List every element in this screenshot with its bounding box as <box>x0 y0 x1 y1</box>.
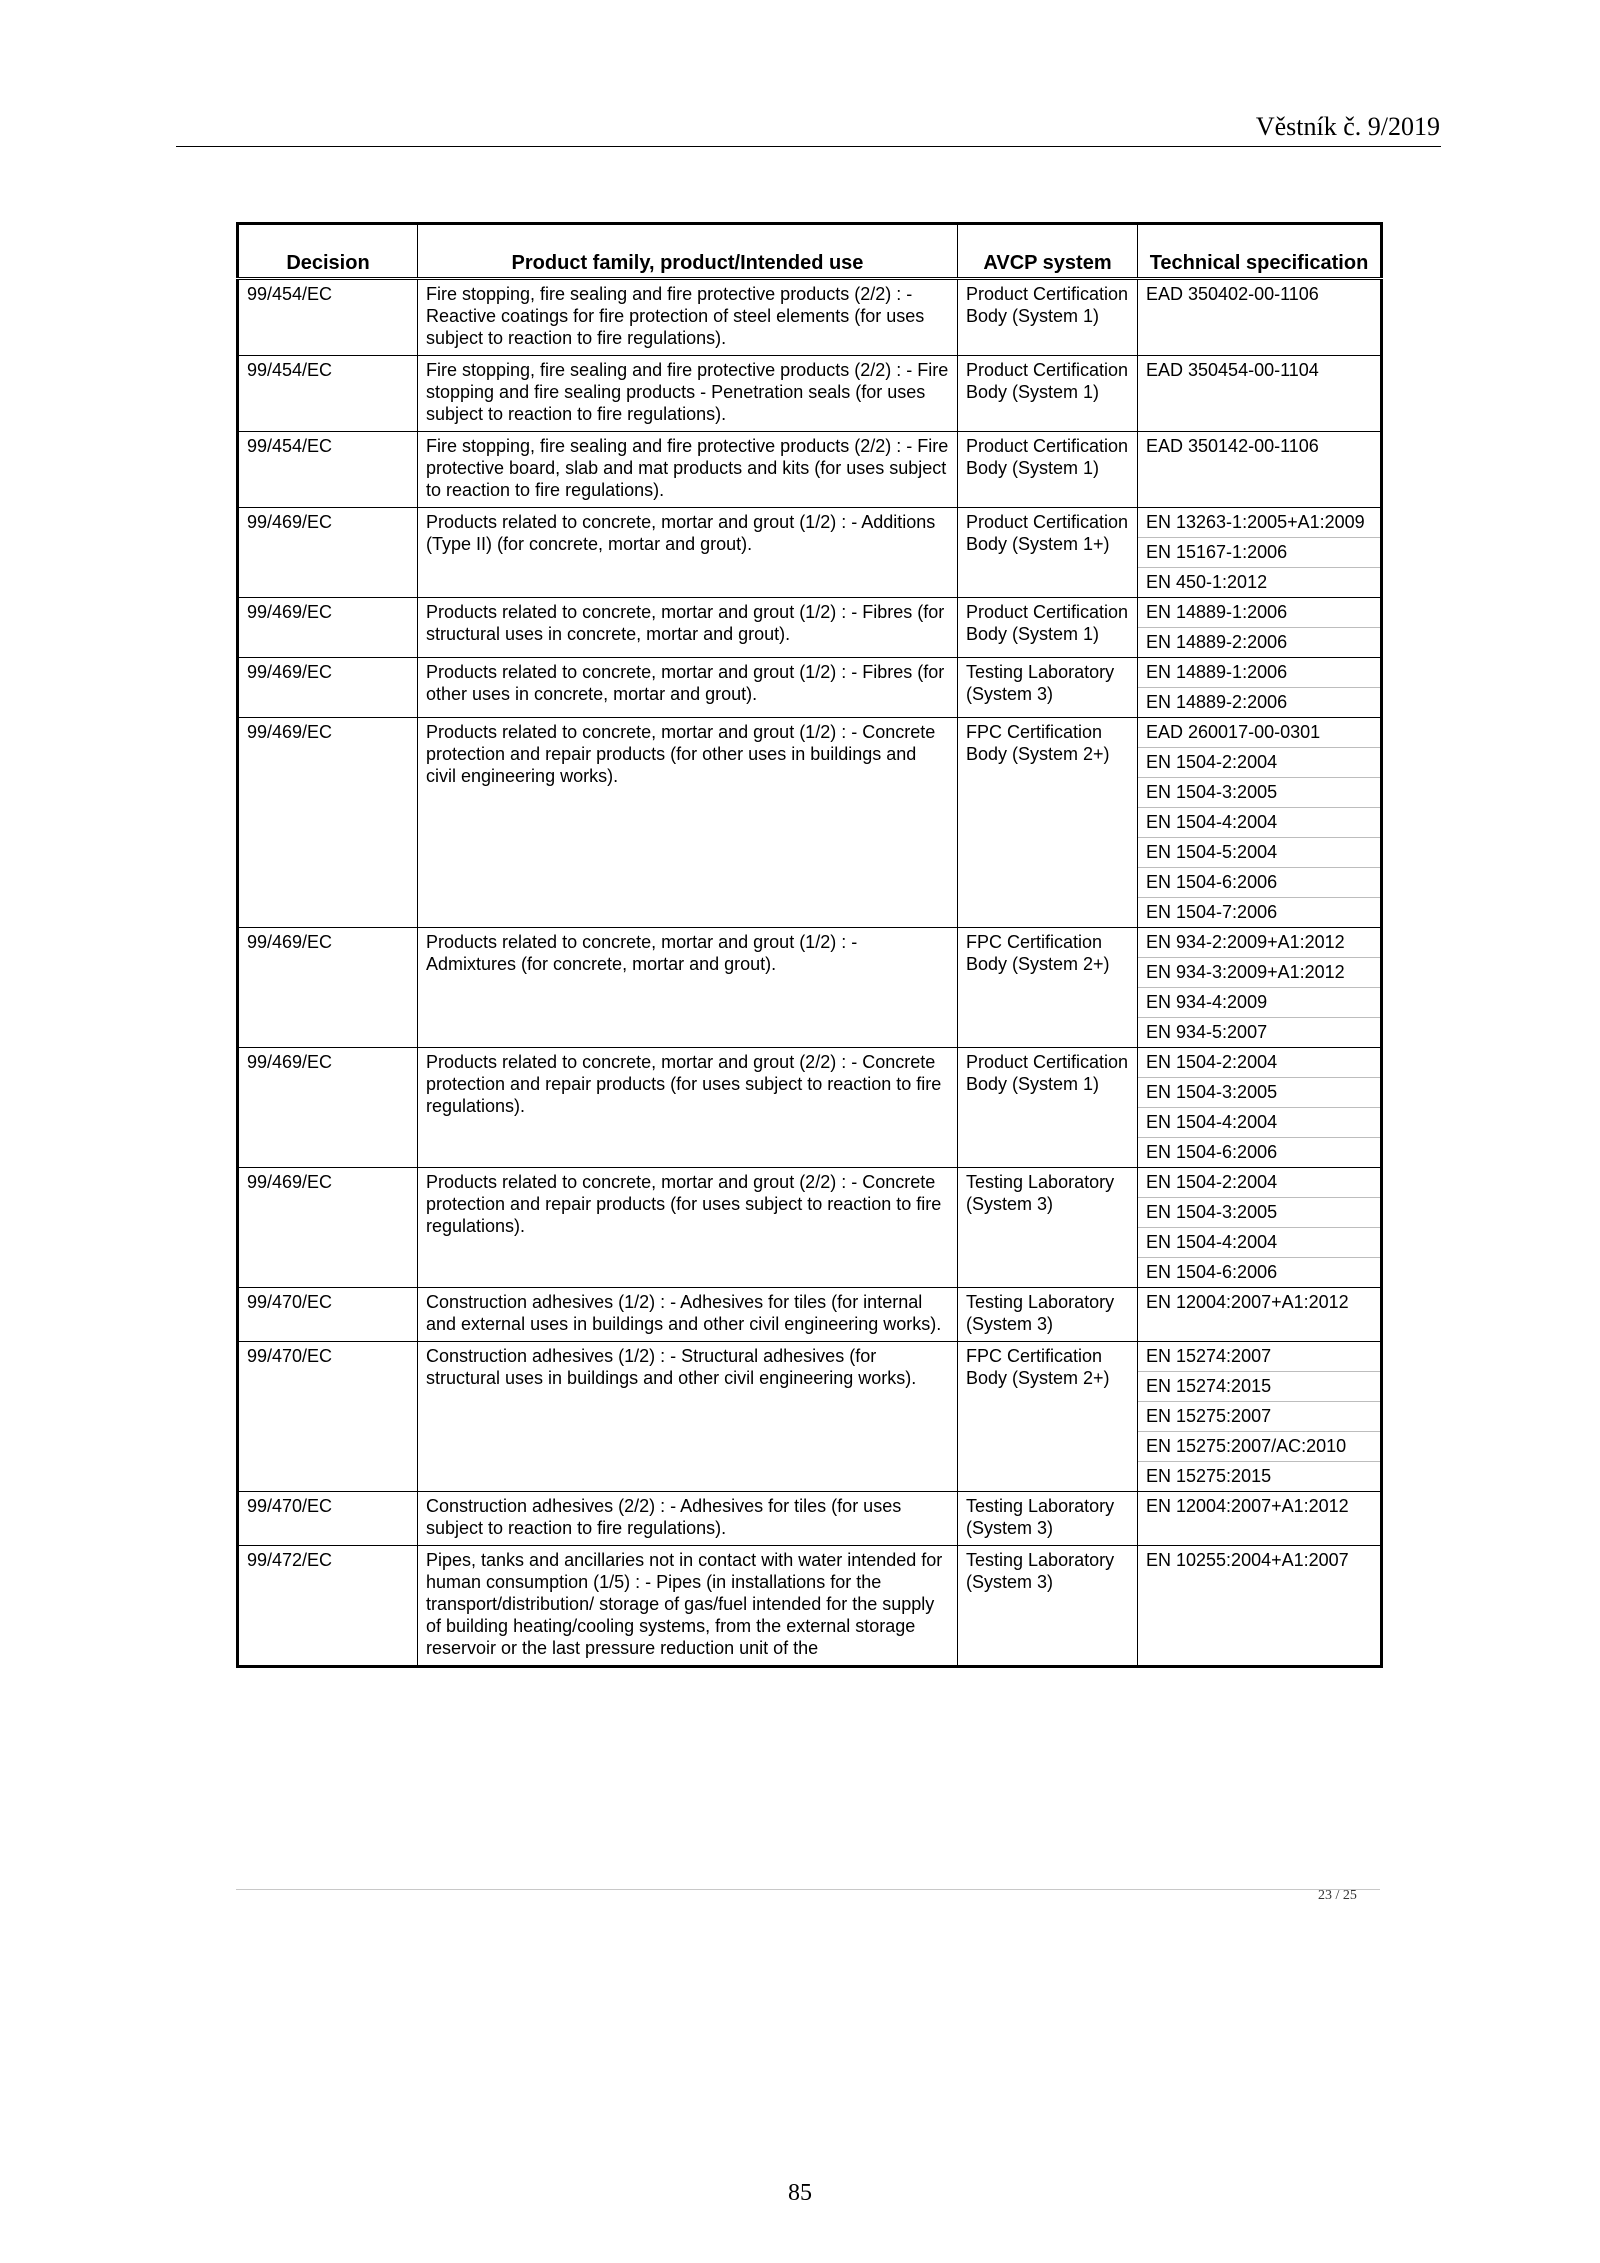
specification-item: EN 1504-7:2006 <box>1146 902 1278 922</box>
specification-item: EN 10255:2004+A1:2007 <box>1146 1550 1349 1570</box>
specification-item: EN 12004:2007+A1:2012 <box>1146 1292 1349 1312</box>
avcp-cell-text: Product Certification Body (System 1) <box>966 360 1129 402</box>
decision-cell <box>238 598 418 658</box>
decision-cell <box>238 1342 418 1492</box>
decision-cell-text: 99/454/EC <box>247 436 333 456</box>
avcp-cell-text: Testing Laboratory (System 3) <box>966 1496 1115 1538</box>
specification-cell <box>1138 598 1382 658</box>
specification-item: EN 1504-4:2004 <box>1138 1108 1380 1138</box>
decision-cell-text: 99/469/EC <box>247 932 333 952</box>
product-cell <box>418 1342 958 1492</box>
specification-cell <box>1138 658 1382 718</box>
specification-cell <box>1138 1342 1382 1492</box>
decision-cell <box>238 658 418 718</box>
page-number: 85 <box>788 2180 812 2206</box>
footer-divider <box>236 1889 1380 1890</box>
decision-cell <box>238 1048 418 1168</box>
specification-item: EN 1504-6:2006 <box>1146 1262 1278 1282</box>
specification-item: EN 15275:2007/AC:2010 <box>1138 1432 1380 1462</box>
decision-cell-text: 99/470/EC <box>247 1496 333 1516</box>
specification-item: EN 15275:2007 <box>1138 1402 1380 1432</box>
specification-item: EN 1504-2:2004 <box>1138 1168 1380 1198</box>
specification-cell <box>1138 718 1382 928</box>
avcp-cell <box>958 356 1138 432</box>
avcp-cell-text: Testing Laboratory (System 3) <box>966 1292 1115 1334</box>
specification-item: EN 1504-5:2004 <box>1138 838 1380 868</box>
table-row <box>238 356 1382 432</box>
decision-cell-text: 99/472/EC <box>247 1550 333 1570</box>
decision-cell-text: 99/469/EC <box>247 602 333 622</box>
table-row <box>238 1342 1382 1492</box>
specification-item: EAD 350402-00-1106 <box>1146 284 1319 304</box>
decision-cell <box>238 1546 418 1667</box>
avcp-cell-text: Testing Laboratory (System 3) <box>966 662 1115 704</box>
avcp-cell-text: Product Certification Body (System 1) <box>966 602 1129 644</box>
product-cell <box>418 1048 958 1168</box>
table-row <box>238 1492 1382 1546</box>
table-header <box>238 224 1382 279</box>
specification-item: EN 15274:2007 <box>1138 1342 1380 1372</box>
header-divider <box>176 146 1441 147</box>
decision-cell-text: 99/469/EC <box>247 1172 333 1192</box>
decision-cell-text: 99/469/EC <box>247 722 333 742</box>
product-cell <box>418 1492 958 1546</box>
specification-item: EN 1504-3:2005 <box>1138 1198 1380 1228</box>
avcp-cell <box>958 598 1138 658</box>
table-row <box>238 1048 1382 1168</box>
column-header-product: Product family, product/Intended use <box>418 224 958 279</box>
specification-item: EN 15274:2015 <box>1138 1372 1380 1402</box>
specification-cell <box>1138 1546 1382 1667</box>
column-header-decision: Decision <box>238 224 418 279</box>
product-cell-text: Construction adhesives (1/2) : - Structural adhesives (for structural uses in buildings and other civil engineering works). <box>426 1346 917 1388</box>
decision-cell <box>238 1168 418 1288</box>
decision-cell <box>238 1492 418 1546</box>
decision-cell-text: 99/454/EC <box>247 284 333 304</box>
avcp-cell <box>958 1342 1138 1492</box>
specification-cell <box>1138 356 1382 432</box>
decision-cell <box>238 279 418 356</box>
specification-cell <box>1138 432 1382 508</box>
decision-cell-text: 99/454/EC <box>247 360 333 380</box>
avcp-cell-text: Product Certification Body (System 1) <box>966 1052 1129 1094</box>
product-cell-text: Pipes, tanks and ancillaries not in contact with water intended for human consumption (1/5) : - Pipes (in installations for the transport/distribution/ storage of gas/fuel intended for the supply of building heating/cooling systems, from the external storage reservoir or the last pressure reduction unit of the <box>426 1550 943 1658</box>
specification-item: EN 14889-2:2006 <box>1146 632 1288 652</box>
specification-item: EN 14889-1:2006 <box>1138 598 1380 628</box>
avcp-cell-text: Testing Laboratory (System 3) <box>966 1172 1115 1214</box>
table-row <box>238 598 1382 658</box>
specification-item: EN 13263-1:2005+A1:2009 <box>1138 508 1380 538</box>
product-cell-text: Products related to concrete, mortar and grout (1/2) : - Admixtures (for concrete, mortar and grout). <box>426 932 858 974</box>
product-cell <box>418 432 958 508</box>
specification-cell <box>1138 279 1382 356</box>
table-row <box>238 718 1382 928</box>
product-cell <box>418 508 958 598</box>
product-cell-text: Fire stopping, fire sealing and fire protective products (2/2) : - Fire protective board, slab and mat products and kits (for uses subject to reaction to fire regulations). <box>426 436 949 500</box>
product-cell <box>418 658 958 718</box>
specification-item: EN 14889-1:2006 <box>1138 658 1380 688</box>
decision-cell <box>238 1288 418 1342</box>
specification-item: EN 1504-6:2006 <box>1146 1142 1278 1162</box>
specification-cell <box>1138 1168 1382 1288</box>
product-cell <box>418 356 958 432</box>
specification-item: EN 1504-4:2004 <box>1138 808 1380 838</box>
avcp-cell-text: FPC Certification Body (System 2+) <box>966 722 1110 764</box>
avcp-cell <box>958 1492 1138 1546</box>
specification-item: EN 1504-4:2004 <box>1138 1228 1380 1258</box>
specification-item: EAD 350454-00-1104 <box>1146 360 1319 380</box>
specification-item: EAD 260017-00-0301 <box>1138 718 1380 748</box>
table-body <box>238 279 1382 1667</box>
product-cell <box>418 928 958 1048</box>
specification-item: EN 12004:2007+A1:2012 <box>1146 1496 1349 1516</box>
table-row <box>238 508 1382 598</box>
product-cell-text: Products related to concrete, mortar and grout (2/2) : - Concrete protection and repair products (for uses subject to reaction to fire regulations). <box>426 1052 942 1116</box>
specification-item: EN 15167-1:2006 <box>1138 538 1380 568</box>
specification-cell <box>1138 1048 1382 1168</box>
column-header-avcp: AVCP system <box>958 224 1138 279</box>
specification-item: EN 934-3:2009+A1:2012 <box>1138 958 1380 988</box>
table-row <box>238 1288 1382 1342</box>
table-row <box>238 1546 1382 1667</box>
specification-item: EN 1504-2:2004 <box>1138 1048 1380 1078</box>
avcp-cell <box>958 1048 1138 1168</box>
specification-item: EN 934-2:2009+A1:2012 <box>1138 928 1380 958</box>
avcp-cell <box>958 432 1138 508</box>
avcp-cell <box>958 718 1138 928</box>
product-cell-text: Construction adhesives (2/2) : - Adhesives for tiles (for uses subject to reaction to fire regulations). <box>426 1496 902 1538</box>
avcp-cell-text: Product Certification Body (System 1) <box>966 436 1129 478</box>
avcp-cell <box>958 658 1138 718</box>
product-cell-text: Fire stopping, fire sealing and fire protective products (2/2) : - Fire stopping and fire sealing products - Penetration seals (for uses subject to reaction to fire regulations). <box>426 360 949 424</box>
column-header-specification: Technical specification <box>1138 224 1382 279</box>
decisions-table <box>236 222 1383 1668</box>
product-cell <box>418 1546 958 1667</box>
specification-item: EN 1504-2:2004 <box>1138 748 1380 778</box>
specification-item: EN 14889-2:2006 <box>1146 692 1288 712</box>
specification-item: EN 1504-3:2005 <box>1138 778 1380 808</box>
table-row <box>238 1168 1382 1288</box>
avcp-cell <box>958 1546 1138 1667</box>
avcp-cell-text: FPC Certification Body (System 2+) <box>966 932 1110 974</box>
product-cell <box>418 598 958 658</box>
product-cell <box>418 279 958 356</box>
decision-cell <box>238 928 418 1048</box>
specification-item: EN 450-1:2012 <box>1146 572 1268 592</box>
specification-item: EN 1504-6:2006 <box>1138 868 1380 898</box>
table-row <box>238 432 1382 508</box>
avcp-cell-text: Product Certification Body (System 1) <box>966 284 1129 326</box>
specification-item: EN 15275:2015 <box>1146 1466 1272 1486</box>
product-cell-text: Fire stopping, fire sealing and fire protective products (2/2) : - Reactive coatings for fire protection of steel elements (for uses subject to reaction to fire regulations). <box>426 284 925 348</box>
decision-cell-text: 99/469/EC <box>247 1052 333 1072</box>
product-cell-text: Products related to concrete, mortar and grout (1/2) : - Fibres (for other uses in concrete, mortar and grout). <box>426 662 945 704</box>
decision-cell-text: 99/470/EC <box>247 1292 333 1312</box>
decision-cell-text: 99/469/EC <box>247 662 333 682</box>
decision-cell <box>238 718 418 928</box>
avcp-cell <box>958 928 1138 1048</box>
specification-cell <box>1138 508 1382 598</box>
table-row <box>238 658 1382 718</box>
table-row <box>238 928 1382 1048</box>
product-cell-text: Products related to concrete, mortar and grout (1/2) : - Additions (Type II) (for concrete, mortar and grout). <box>426 512 936 554</box>
specification-item: EAD 350142-00-1106 <box>1146 436 1319 456</box>
specification-cell <box>1138 1492 1382 1546</box>
product-cell-text: Construction adhesives (1/2) : - Adhesives for tiles (for internal and external uses in buildings and other civil engineering works). <box>426 1292 942 1334</box>
specification-cell <box>1138 928 1382 1048</box>
table-row <box>238 279 1382 356</box>
decision-cell <box>238 508 418 598</box>
specification-item: EN 934-4:2009 <box>1138 988 1380 1018</box>
avcp-cell-text: Testing Laboratory (System 3) <box>966 1550 1115 1592</box>
specification-item: EN 1504-3:2005 <box>1138 1078 1380 1108</box>
product-cell-text: Products related to concrete, mortar and grout (1/2) : - Fibres (for structural uses in concrete, mortar and grout). <box>426 602 945 644</box>
specification-cell <box>1138 1288 1382 1342</box>
product-cell <box>418 1168 958 1288</box>
product-cell <box>418 1288 958 1342</box>
product-cell-text: Products related to concrete, mortar and grout (2/2) : - Concrete protection and repair products (for uses subject to reaction to fire regulations). <box>426 1172 942 1236</box>
product-cell <box>418 718 958 928</box>
page-counter: 23 / 25 <box>1318 1888 1357 1903</box>
avcp-cell <box>958 1168 1138 1288</box>
product-cell-text: Products related to concrete, mortar and grout (1/2) : - Concrete protection and repair products (for other uses in buildings and civil engineering works). <box>426 722 936 786</box>
decision-cell <box>238 356 418 432</box>
decision-cell-text: 99/469/EC <box>247 512 333 532</box>
avcp-cell-text: Product Certification Body (System 1+) <box>966 512 1129 554</box>
journal-title: Věstník č. 9/2019 <box>1255 112 1440 141</box>
avcp-cell <box>958 279 1138 356</box>
avcp-cell <box>958 508 1138 598</box>
decision-cell-text: 99/470/EC <box>247 1346 333 1366</box>
avcp-cell-text: FPC Certification Body (System 2+) <box>966 1346 1110 1388</box>
specification-item: EN 934-5:2007 <box>1146 1022 1268 1042</box>
decision-cell <box>238 432 418 508</box>
avcp-cell <box>958 1288 1138 1342</box>
